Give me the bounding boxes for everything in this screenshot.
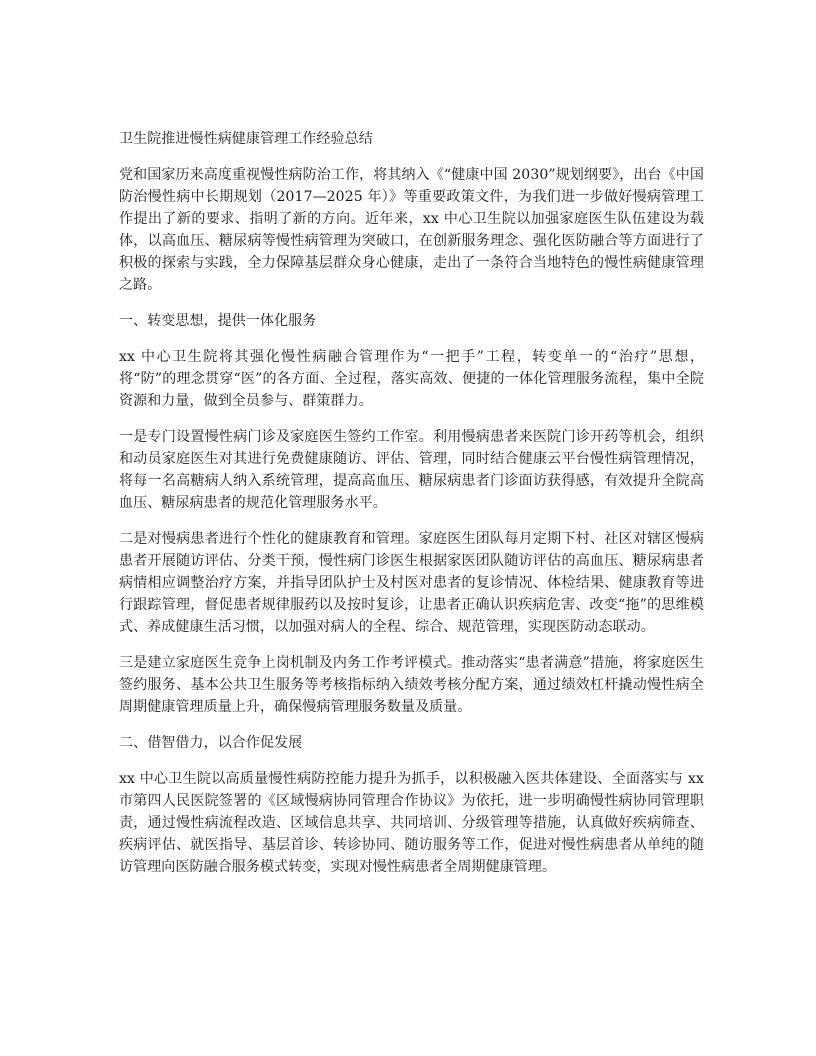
paragraph-section2-overview: xx 中心卫生院以高质量慢性病防控能力提升为抓手，以积极融入医共体建设、全面落实与 xx 市第四人民医院签署的《区域慢病协同管理合作协议》为依托，进一步明确慢性病协同管理职责，通过慢性病流程改造、区域信息共享、共同培训、分级管理等措施，认真做好疾病筛查、疾病评估、就医指导、基层首诊、转诊协同、随访服务等工作，促进对慢性病患者从单纯的随访管理向医防融合服务模式转变，实现对慢性病患者全周期健康管理。 [119,771,704,875]
paragraph-intro: 党和国家历来高度重视慢性病防治工作，将其纳入《“健康中国 2030”规划纲要》，出台《中国防治慢性病中长期规划（2017—2025 年）》等重要政策文件，为我们进一步做好慢病管理工作提出了新的要求、指明了新的方向。近年来，xx 中心卫生院以加强家庭医生队伍建设为载体，以高血压、糖尿病等慢性病管理为突破口，在创新服务理念、强化医防融合等方面进行了积极的探索与实践，全力保障基层群众身心健康，走出了一条符合当地特色的慢性病健康管理之路。 [119,167,704,293]
paragraph-section1-point1: 一是专门设置慢性病门诊及家庭医生签约工作室。利用慢病患者来医院门诊开药等机会，组织和动员家庭医生对其进行免费健康随访、评估、管理，同时结合健康云平台慢性病管理情况，将每一名高糖病人纳入系统管理，提高高血压、糖尿病患者门诊面访获得感，有效提升全院高血压、糖尿病患者的规范化管理服务水平。 [119,429,704,511]
section-heading-1: 一、转变思想，提供一体化服务 [119,313,317,329]
document-title: 卫生院推进慢性病健康管理工作经验总结 [119,131,373,147]
paragraph-section1-overview: xx 中心卫生院将其强化慢性病融合管理作为“一把手”工程，转变单一的“治疗”思想，将“防”的理念贯穿“医”的各方面、全过程，落实高效、便捷的一体化管理服务流程，集中全院资源和力量，做到全员参与、群策群力。 [119,349,704,409]
paragraph-section1-point3: 三是建立家庭医生竞争上岗机制及内务工作考评模式。推动落实“患者满意”措施，将家庭医生签约服务、基本公共卫生服务等考核指标纳入绩效考核分配方案，通过绩效杠杆撬动慢性病全周期健康管理质量上升，确保慢病管理服务数量及质量。 [119,655,704,715]
section-heading-2: 二、借智借力，以合作促发展 [119,735,303,751]
paragraph-section1-point2: 二是对慢病患者进行个性化的健康教育和管理。家庭医生团队每月定期下村、社区对辖区慢病患者开展随访评估、分类干预，慢性病门诊医生根据家医团队随访评估的高血压、糖尿病患者病情相应调整治疗方案，并指导团队护士及村医对患者的复诊情况、体检结果、健康教育等进行跟踪管理，督促患者规律服药以及按时复诊，让患者正确认识疾病危害、改变“拖”的思维模式、养成健康生活习惯，以加强对病人的全程、综合、规范管理，实现医防动态联动。 [119,531,704,635]
document-body [119,128,704,892]
